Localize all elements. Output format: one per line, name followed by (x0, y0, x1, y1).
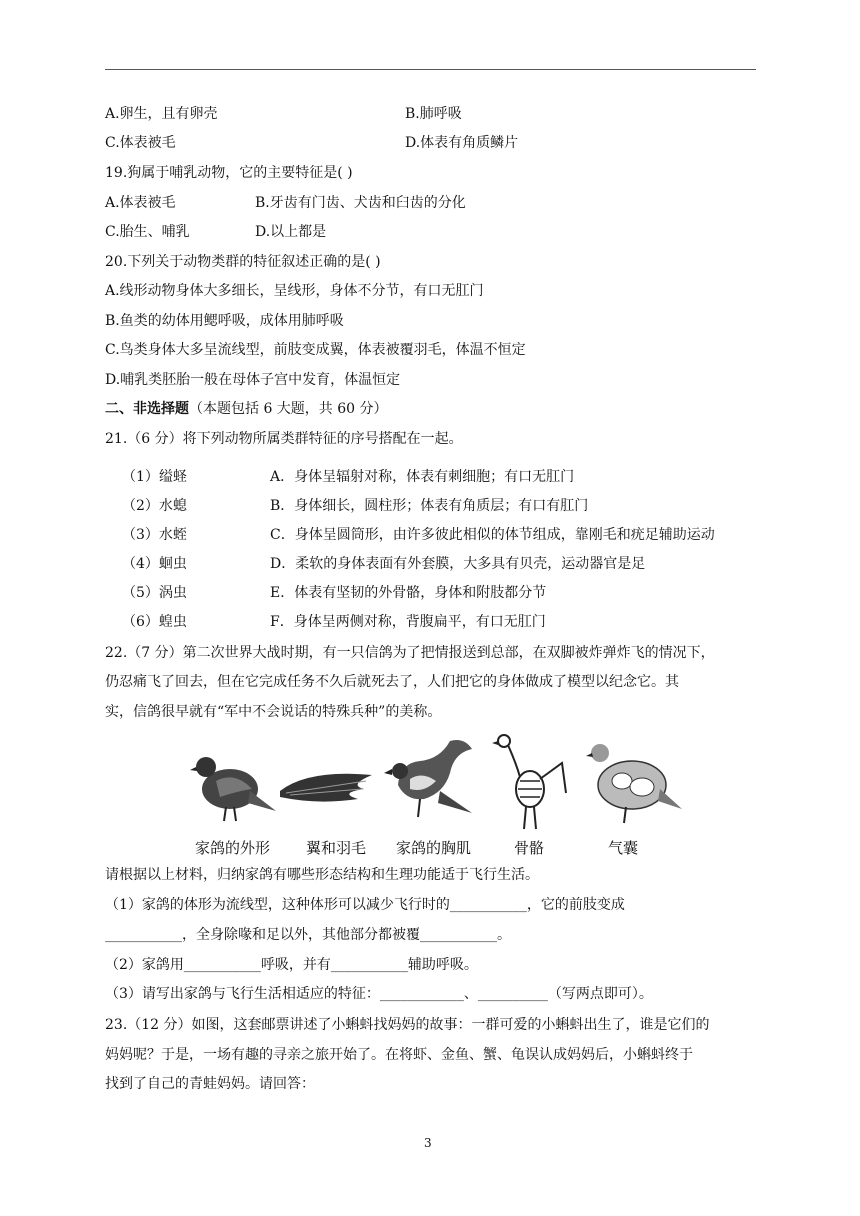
q21-animal: （5）涡虫 (122, 585, 187, 601)
q21-feature: A．身体呈辐射对称，体表有刺细胞；有口无肛门 (270, 469, 575, 485)
caption-air-sacs: 气囊 (608, 839, 639, 857)
q18-options-row2 (105, 134, 755, 152)
q21-animal: （1）缢蛏 (122, 469, 187, 485)
q22-sub1-line1: （1）家鸽的体形为流线型，这种体形可以减少飞行时的___________，它的前肢变成 (105, 897, 625, 913)
q22-sub2: （2）家鸽用___________呼吸，并有___________辅助呼吸。 (105, 957, 478, 973)
pigeon-outline-image (190, 741, 280, 831)
q22-stem-line1: 22.（7 分）第二次世界大战时期，有一只信鸽为了把情报送到总部，在双脚被炸弹炸飞的情况下， (105, 645, 715, 661)
air-sacs-image (586, 739, 682, 829)
skeleton-image (490, 733, 570, 833)
q21-animal: （3）水蛭 (122, 527, 187, 543)
q21-match-row (122, 495, 772, 515)
caption-breast-muscle: 家鸽的胸肌 (396, 839, 472, 857)
caption-pigeon-outline: 家鸽的外形 (195, 839, 271, 857)
q21-feature: E．体表有坚韧的外骨骼，身体和附肢都分节 (270, 585, 547, 601)
q22-sub3: （3）请写出家鸽与飞行生活相适应的特征：____________、__________（写两点即可）。 (105, 986, 653, 1002)
caption-wing-feathers: 翼和羽毛 (306, 839, 367, 857)
q19-option-b: B.牙齿有门齿、犬齿和臼齿的分化 (255, 195, 466, 211)
q21-animal: （2）水螅 (122, 498, 187, 514)
q23-line2: 妈妈呢？于是，一场有趣的寻亲之旅开始了。在将虾、金鱼、蟹、龟误认成妈妈后，小蝌蚪终于 (105, 1047, 693, 1063)
q21-match-row (122, 611, 772, 631)
q18-option-b: B.肺呼吸 (405, 106, 462, 122)
q21-animal: （6）蝗虫 (122, 614, 187, 630)
q18-option-d: D.体表有角质鳞片 (405, 135, 519, 151)
pigeon-figure (190, 733, 680, 863)
q19-option-a: A.体表被毛 (105, 195, 176, 211)
q20-option-c: C.鸟类身体大多呈流线型，前肢变成翼，体表被覆羽毛，体温不恒定 (105, 342, 526, 358)
q21-animal: （4）蛔虫 (122, 556, 187, 572)
q18-options-row1 (105, 105, 755, 123)
q20-option-b: B.鱼类的幼体用鳃呼吸，成体用肺呼吸 (105, 313, 344, 329)
q21-match-row (122, 524, 772, 544)
wing-feathers-image (278, 763, 374, 813)
q21-feature: C．身体呈圆筒形，由许多彼此相似的体节组成，靠刚毛和疣足辅助运动 (270, 527, 715, 543)
q19-option-d: D.以上都是 (255, 224, 327, 240)
breast-muscle-image (380, 733, 476, 833)
section-title: 二、非选择题 (105, 401, 189, 417)
q20-option-a: A.线形动物身体大多细长，呈线形，身体不分节，有口无肛门 (105, 283, 484, 299)
page-number: 3 (424, 1136, 432, 1150)
q18-option-c: C.体表被毛 (105, 135, 176, 151)
q21-stem: 21.（6 分）将下列动物所属类群特征的序号搭配在一起。 (105, 431, 463, 447)
q19-options-row2 (105, 223, 755, 241)
header-rule (105, 69, 756, 70)
q19-options-row1 (105, 194, 755, 212)
section-heading (105, 400, 388, 418)
section-note: （本题包括 6 大题，共 60 分） (189, 401, 388, 417)
q19-option-c: C.胎生、哺乳 (105, 224, 190, 240)
q21-feature: F．身体呈两侧对称，背腹扁平，有口无肛门 (270, 614, 546, 630)
q20-option-d: D.哺乳类胚胎一般在母体子宫中发育，体温恒定 (105, 372, 401, 388)
q19-stem: 19.狗属于哺乳动物，它的主要特征是( ) (105, 165, 353, 181)
q21-match-row (122, 553, 772, 573)
q21-feature: D．柔软的身体表面有外套膜，大多具有贝壳，运动器官是足 (270, 556, 646, 572)
caption-skeleton: 骨骼 (514, 839, 545, 857)
q22-sub1-line2: ___________，全身除喙和足以外，其他部分都被覆___________。 (105, 927, 511, 943)
q21-match-row (122, 466, 772, 486)
q22-stem-line2: 仍忍痛飞了回去，但在它完成任务不久后就死去了，人们把它的身体做成了模型以纪念它。其 (105, 674, 679, 690)
q20-stem: 20.下列关于动物类群的特征叙述正确的是( ) (105, 254, 381, 270)
q22-prompt: 请根据以上材料，归纳家鸽有哪些形态结构和生理功能适于飞行生活。 (105, 867, 539, 883)
q21-match-row (122, 582, 772, 602)
q21-feature: B．身体细长，圆柱形；体表有角质层；有口有肛门 (270, 498, 589, 514)
q23-line3: 找到了自己的青蛙妈妈。请回答： (105, 1076, 315, 1092)
q18-option-a: A.卵生，且有卵壳 (105, 106, 218, 122)
q23-line1: 23.（12 分）如图，这套邮票讲述了小蝌蚪找妈妈的故事：一群可爱的小蝌蚪出生了，谁是它们的 (105, 1017, 710, 1033)
q22-stem-line3: 实，信鸽很早就有“军中不会说话的特殊兵种”的美称。 (105, 704, 442, 720)
